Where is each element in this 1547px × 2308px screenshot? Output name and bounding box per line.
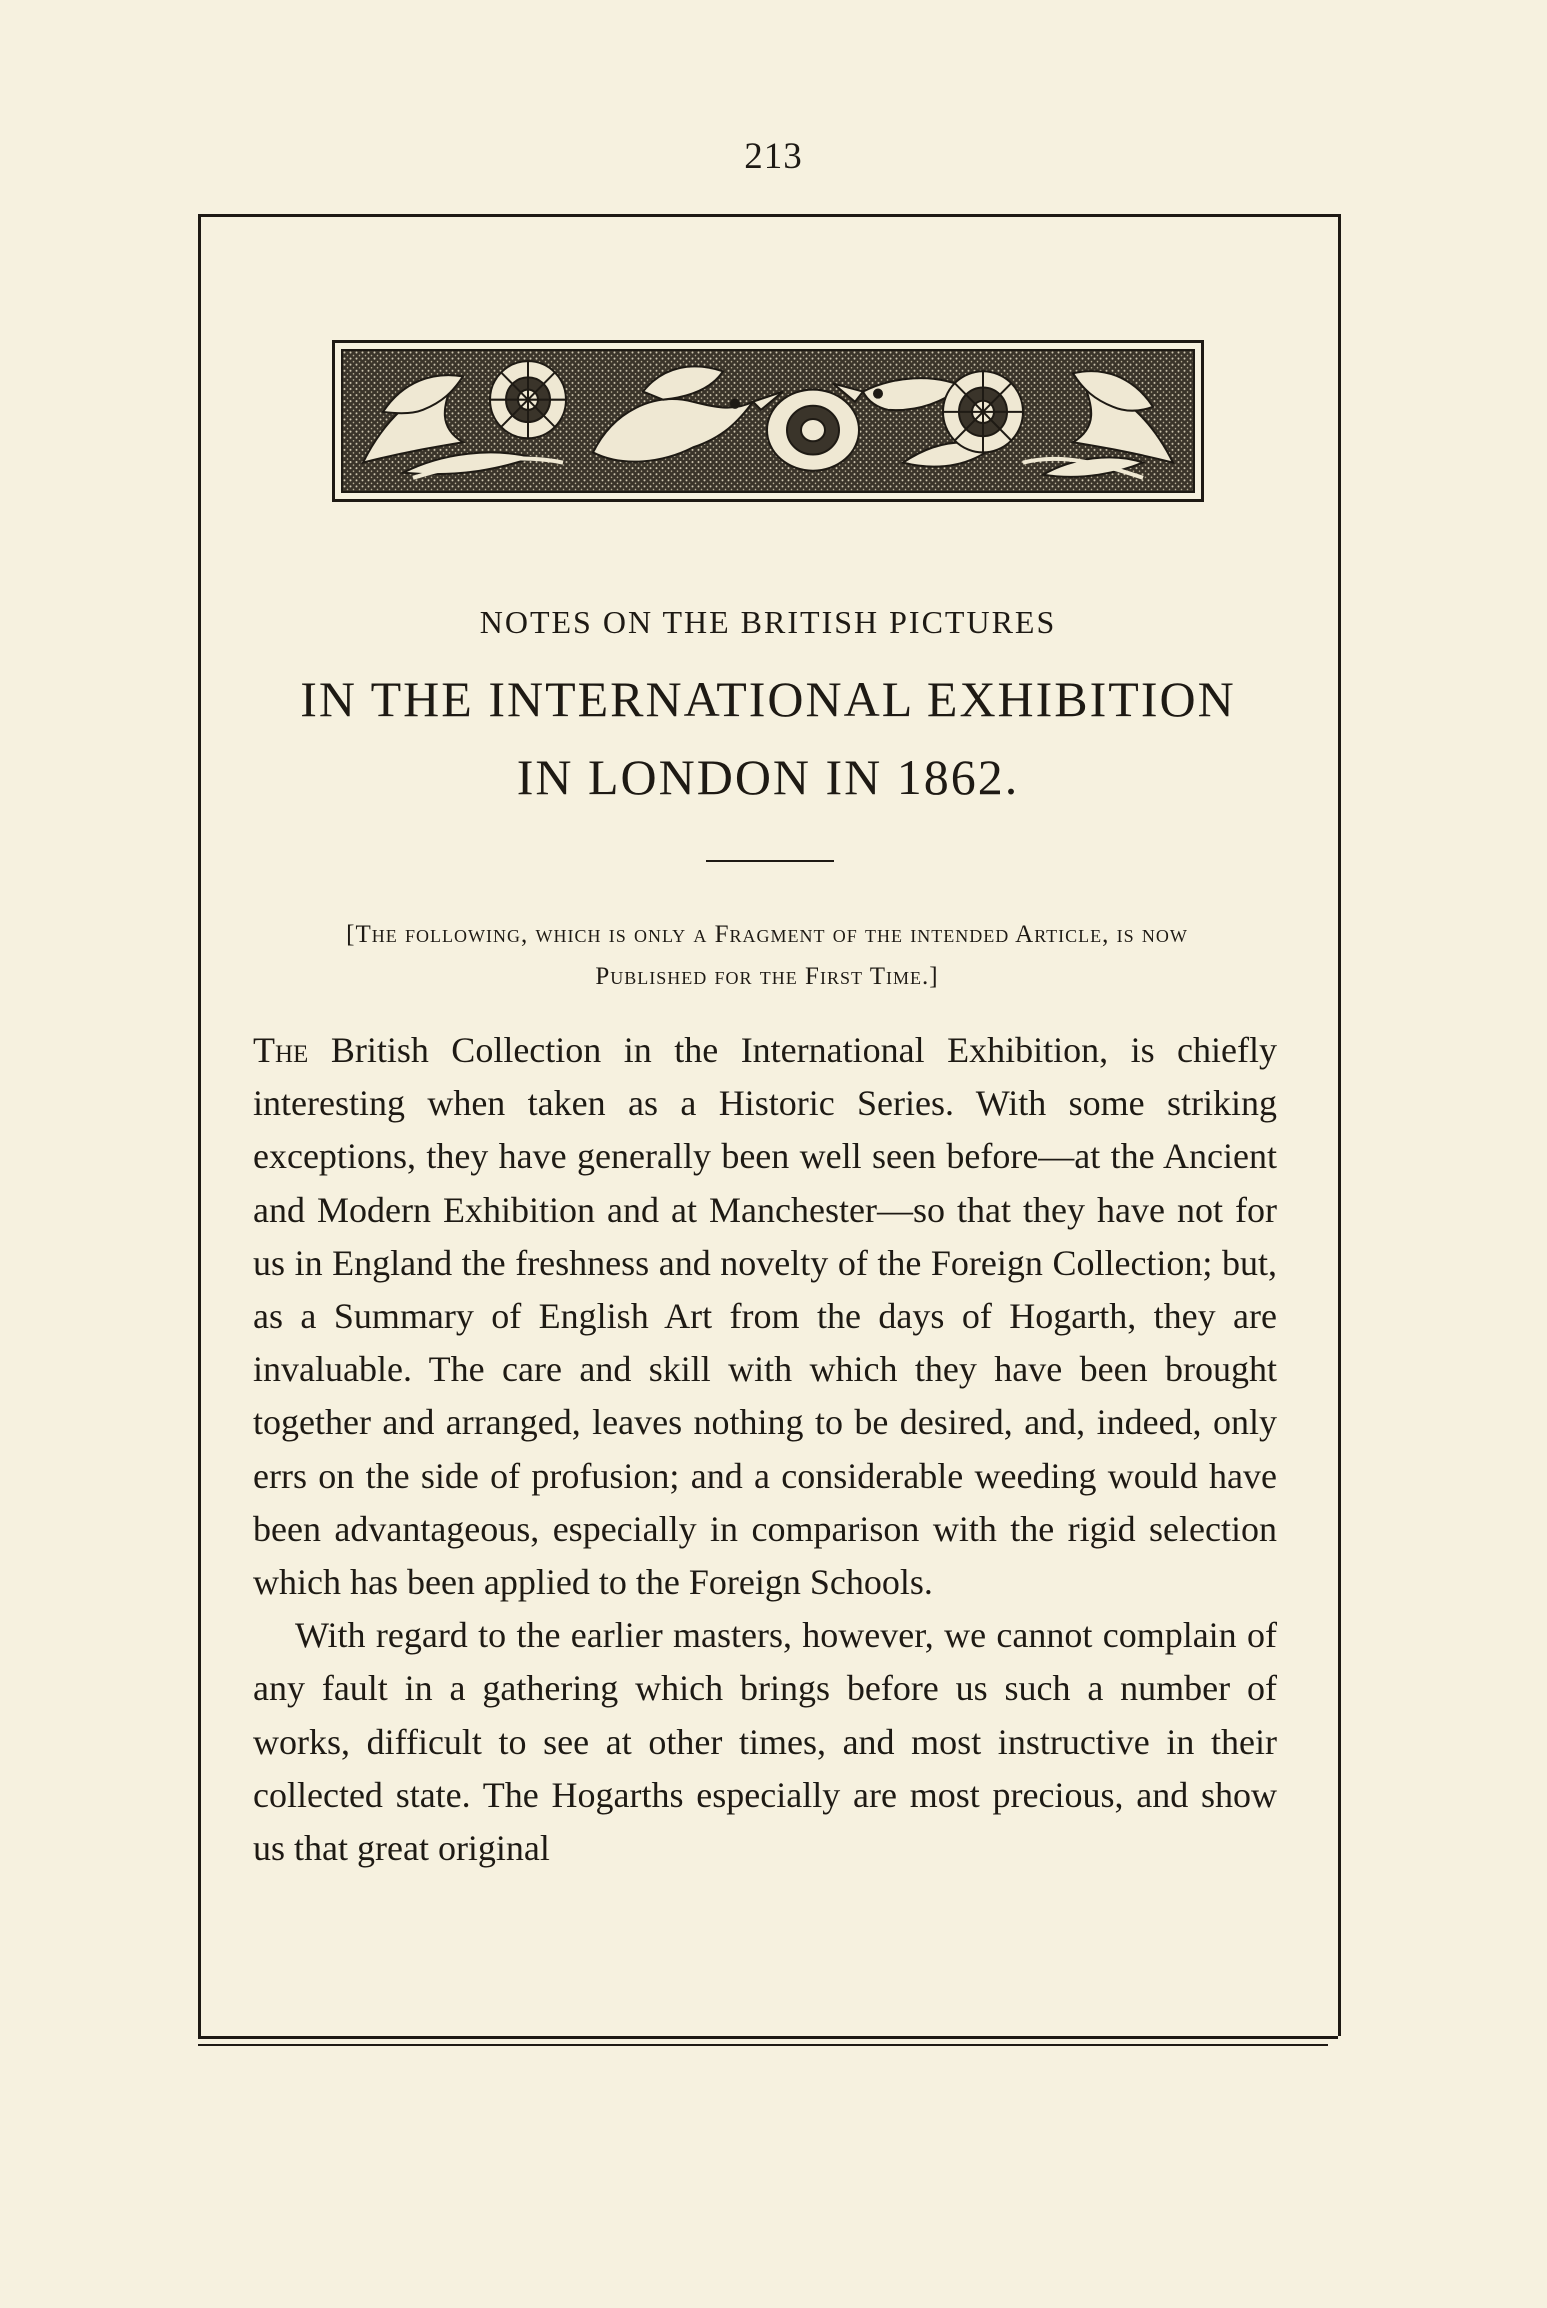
paragraph-2: With regard to the earlier masters, however, we cannot complain of any fault in a gathering which brings before us such a number of works, difficult to see at other times, and most instructive in their collected state. The Hogarths especially are most precious, and show us that great original (253, 1615, 1277, 1869)
paragraph-lead-word: The (253, 1030, 309, 1070)
article-subheading: NOTES ON THE BRITISH PICTURES (479, 604, 1057, 640)
paragraph-1-text: British Collection in the International Exhibition, is chiefly interesting when taken as a Historic Series. With some striking exceptions, they have generally been well seen before—at the Ancient and Modern Exhibition and at Manchester—so that they have not for us in England the freshness and novelty of the Foreign Collection; but, as a Summary of English Art from the days of Hogarth, they are invaluable. The care and skill with which they have been brought together and arranged, leaves nothing to be desired, and, indeed, only errs on the side of profusion; and a considerable weeding would have been advantageous, especially in comparison with the rigid selection which has been applied to the Foreign Schools. (253, 1030, 1278, 1603)
floral-bird-headpiece-icon (341, 349, 1195, 493)
editorial-note-line-2: Published for the First Time.] (595, 963, 939, 990)
headpiece-ornament (332, 340, 1204, 502)
paragraph-1 (253, 1024, 1277, 1609)
page-number: 213 (744, 136, 803, 177)
editorial-note (238, 914, 1296, 998)
frame-bottom-rule (198, 2036, 1338, 2039)
article-body (253, 1024, 1277, 1875)
article-title-line-2: IN LONDON IN 1862. (516, 749, 1020, 805)
editorial-note-line-1: [The following, which is only a Fragment of the intended Article, is now (346, 921, 1188, 948)
frame-bottom-rule-inner (198, 2044, 1328, 2046)
article-title-line-1: IN THE INTERNATIONAL EXHIBITION (300, 671, 1236, 727)
title-divider (706, 860, 834, 862)
